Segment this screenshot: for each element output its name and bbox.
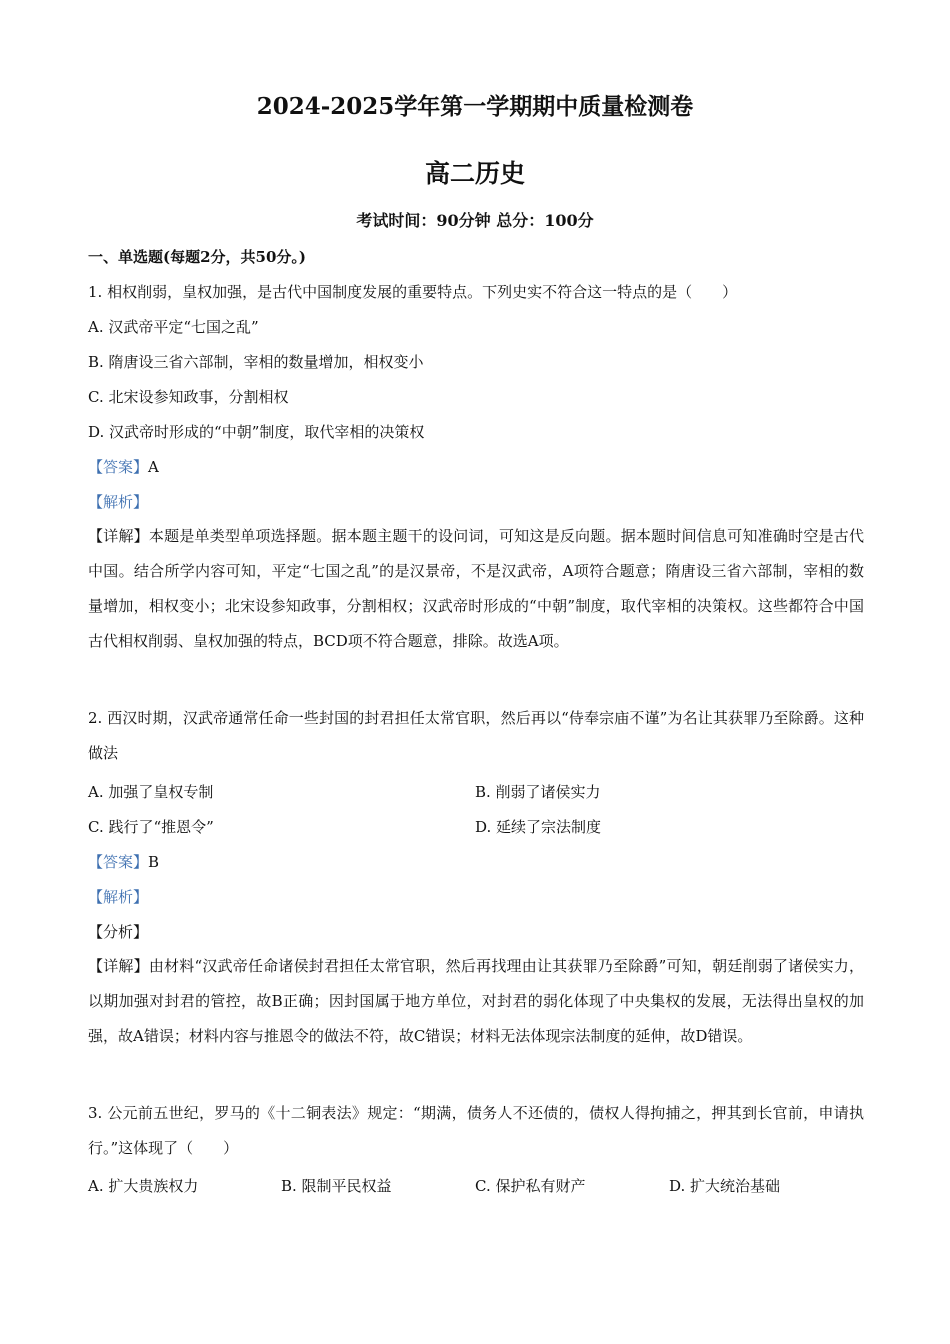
q2-option-a: A. 加强了皇权专制	[88, 783, 214, 801]
q2-detail	[88, 949, 864, 1054]
q3-option-c: C. 保护私有财产	[475, 1177, 586, 1195]
q3-option-a: A. 扩大贵族权力	[88, 1177, 199, 1195]
q1-detail	[88, 519, 864, 659]
exam-info: 考试时间：90分钟 总分：100分	[356, 211, 594, 230]
question-1-stem: 1. 相权削弱，皇权加强，是古代中国制度发展的重要特点。下列史实不符合这一特点的是（ ）	[88, 283, 738, 301]
exam-title: 2024-2025学年第一学期期中质量检测卷	[256, 93, 694, 120]
question-3-stem: 3. 公元前五世纪，罗马的《十二铜表法》规定：“期满，债务人不还债的，债权人得拘捕之，押其到长官前，申请执行。”这体现了（ ）	[88, 1104, 864, 1157]
detail-text: 由材料“汉武帝任命诸侯封君担任太常官职，然后再找理由让其获罪乃至除爵”可知，朝廷削弱了诸侯实力，以期加强对封君的管控，故B正确；因封国属于地方单位，对封君的弱化体现了中央集权的发展，无法得出皇权的加强，故A错误；材料内容与推恩令的做法不符，故C错误；材料无法体现宗法制度的延伸，故D错误。	[88, 957, 864, 1045]
subject-title: 高二历史	[424, 159, 525, 188]
q2-fenxi-label: 【分析】	[88, 923, 149, 941]
answer-value: A	[148, 458, 159, 476]
q2-option-b: B. 削弱了诸侯实力	[475, 783, 601, 801]
q1-analysis-label: 【解析】	[88, 493, 149, 511]
q2-option-c: C. 践行了“推恩令”	[88, 818, 214, 836]
q1-option-a: A. 汉武帝平定“七国之乱”	[88, 318, 259, 336]
detail-label: 【详解】	[88, 527, 149, 545]
q1-option-c: C. 北宋设参知政事，分割相权	[88, 388, 289, 406]
question-2-stem: 2. 西汉时期，汉武帝通常任命一些封国的封君担任太常官职，然后再以“侍奉宗庙不谨”为名让其获罪乃至除爵。这种做法	[88, 709, 864, 762]
q1-option-b: B. 隋唐设三省六部制，宰相的数量增加，相权变小	[88, 353, 424, 371]
q3-option-d: D. 扩大统治基础	[669, 1177, 781, 1195]
q1-option-d: D. 汉武帝时形成的“中朝”制度，取代宰相的决策权	[88, 423, 425, 441]
answer-value: B	[148, 853, 160, 871]
detail-text: 本题是单类型单项选择题。据本题主题干的设问词，可知这是反向题。据本题时间信息可知准确时空是古代中国。结合所学内容可知，平定“七国之乱”的是汉景帝，不是汉武帝，A项符合题意；隋唐设三省六部制，宰相的数量增加，相权变小；北宋设参知政事，分割相权；汉武帝时形成的“中朝”制度，取代宰相的决策权。这些都符合中国古代相权削弱、皇权加强的特点，BCD项不符合题意，排除。故选A项。	[88, 527, 864, 650]
section-heading: 一、单选题(每题2分，共50分。)	[88, 248, 307, 266]
answer-label: 【答案】	[88, 458, 149, 476]
q2-analysis-label: 【解析】	[88, 888, 149, 906]
q2-option-d: D. 延续了宗法制度	[475, 818, 602, 836]
q2-answer	[88, 852, 159, 872]
detail-label: 【详解】	[88, 957, 149, 975]
q1-answer	[88, 457, 159, 477]
q3-option-b: B. 限制平民权益	[281, 1177, 392, 1195]
answer-label: 【答案】	[88, 853, 149, 871]
